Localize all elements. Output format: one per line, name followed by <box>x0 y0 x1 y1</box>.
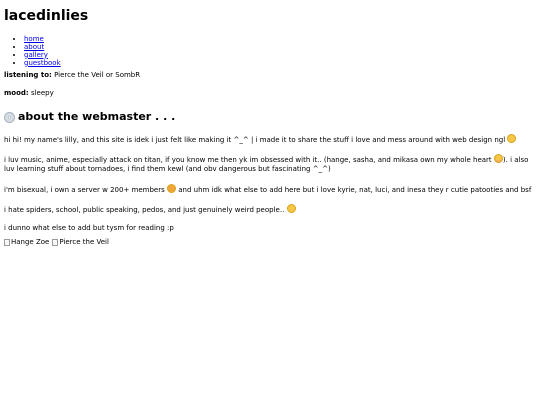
about-paragraph-2 <box>4 154 536 174</box>
listening-value: Pierce the Veil or SombR <box>54 70 141 79</box>
disappointed-emoji-icon <box>287 204 296 213</box>
mood-label: mood: <box>4 88 29 97</box>
mood-status <box>4 89 536 98</box>
image-alt-hange-zoe: Hange Zoe <box>11 237 50 246</box>
listening-label: listening to: <box>4 70 52 79</box>
image-hange-zoe <box>4 238 49 247</box>
image-alt-pierce-the-veil: Pierce the Veil <box>59 237 109 246</box>
nav-item-gallery <box>24 51 536 59</box>
nav-link-home[interactable]: home <box>24 34 44 43</box>
about-paragraph-5 <box>4 224 536 233</box>
party-emoji-icon <box>167 184 176 193</box>
broken-image-icon <box>4 239 10 246</box>
nav-link-about[interactable]: about <box>24 42 45 51</box>
listening-status <box>4 71 536 80</box>
disc-icon <box>4 112 15 123</box>
image-pierce-the-veil <box>52 238 109 247</box>
about-paragraph-1 <box>4 134 536 145</box>
about-paragraph-3 <box>4 184 536 195</box>
grinning-emoji-icon <box>507 134 516 143</box>
nav-link-guestbook[interactable]: guestbook <box>24 58 61 67</box>
nav-link-gallery[interactable]: gallery <box>24 50 48 59</box>
site-title: lacedinlies <box>4 8 89 24</box>
nav-item-about <box>24 43 536 51</box>
about-text-1: hi hi! my name's lilly, and this site is idek i just felt like making it ^_^ | i made it to share the stuff i love and mess around with web design ngl <box>4 136 506 145</box>
nav-item-home <box>24 35 536 43</box>
nav-item-guestbook <box>24 59 536 67</box>
blushing-emoji-icon <box>494 154 503 163</box>
mood-value: sleepy <box>30 88 54 97</box>
about-text-5: i dunno what else to add but tysm for reading :p <box>4 223 174 232</box>
broken-image-icon <box>52 239 58 246</box>
about-paragraph-4 <box>4 204 536 215</box>
about-text-4: i hate spiders, school, public speaking, pedos, and just genuinely weird people.. <box>4 205 285 214</box>
about-heading <box>4 110 536 124</box>
image-row <box>4 238 536 247</box>
about-text-3a: i'm bisexual, i own a server w 200+ members <box>4 185 165 194</box>
about-text-2b: ). i also luv learning stuff about tornadoes, i find them kewl (and obv dangerous but fascinating ^_^) <box>4 156 529 174</box>
nav-list <box>4 35 536 67</box>
about-text-2a: i luv music, anime, especially attack on titan, if you know me then yk im obsessed with it.. (hange, sasha, and mikasa own my whole heart <box>4 156 492 165</box>
about-text-3b: and uhm idk what else to add here but i love kyrie, nat, luci, and inesa they r cutie patooties and bsf <box>178 185 532 194</box>
about-heading-text: about the webmaster . . . <box>18 109 176 123</box>
